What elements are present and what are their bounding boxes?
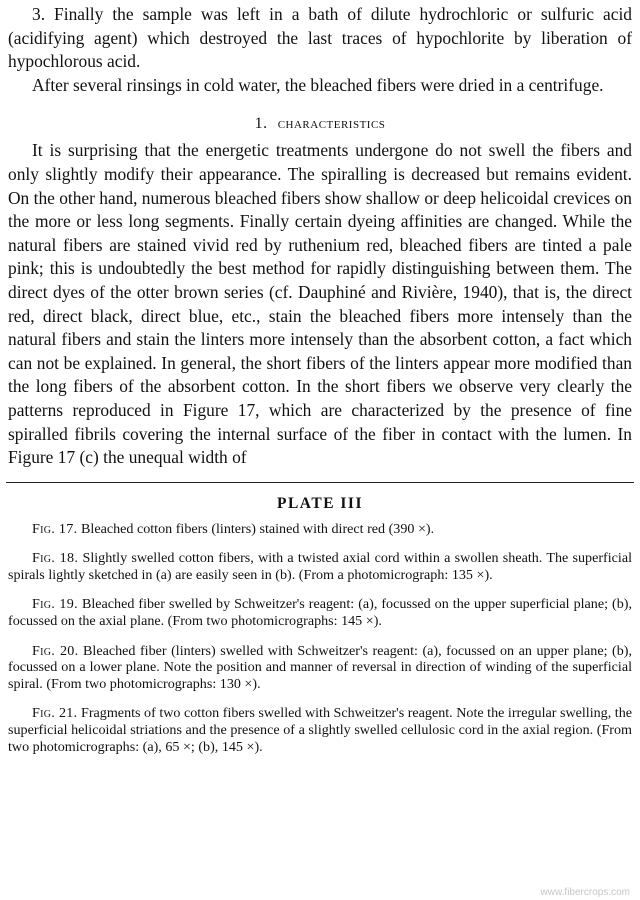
- figure-caption-text: Fragments of two cotton fibers swelled with Schweitzer's reagent. Note the irregular swelling, the superficial helicoidal striations and the presence of a slightly swelled cellulosic cord in the axial region. (From two photomicrographs: (a), 65 ×; (b), 145 ×).: [8, 705, 632, 755]
- horizontal-rule: [6, 482, 634, 483]
- section-heading: [0, 115, 640, 133]
- figure-caption-17: [0, 521, 640, 538]
- figure-label: Fig. 19.: [32, 596, 78, 613]
- figure-caption-19: [0, 596, 640, 629]
- figure-caption-text: Slightly swelled cotton fibers, with a twisted axial cord within a swollen sheath. The superficial spirals lightly sketched in (a) are easily seen in (b). (From a photomicrograph: 135 ×).: [8, 550, 632, 583]
- figure-caption-text: Bleached fiber (linters) swelled with Schweitzer's reagent: (a), focussed on an upper plane; (b), focussed on a lower plane. Note the position and manner of reversal in direction of winding of the superficial spiral. (From two photomicrographs: 130 ×).: [8, 642, 632, 692]
- figure-caption-18: [0, 550, 640, 583]
- watermark: www.fibercrops.com: [540, 887, 630, 898]
- figure-caption-text: Bleached fiber swelled by Schweitzer's reagent: (a), focussed on the upper superficial plane; (b), focussed on the axial plane. (From two photomicrographs: 145 ×).: [8, 596, 632, 630]
- figure-label: Fig. 20.: [32, 642, 79, 659]
- figure-label: Fig. 17.: [32, 520, 78, 537]
- figure-caption-20: [0, 643, 640, 693]
- figure-label: Fig. 21.: [32, 705, 78, 722]
- paragraph-after-rinsing: After several rinsings in cold water, the bleached fibers were dried in a centrifuge.: [32, 74, 604, 95]
- plate-title: PLATE III: [277, 494, 363, 512]
- section-number: 1.: [254, 115, 268, 133]
- paragraph-step-3: 3. Finally the sample was left in a bath of dilute hydrochloric or sulfuric acid (acidifying agent) which destroyed the last traces of hypochlorite by liberation of hypochlorous acid.: [8, 4, 632, 72]
- plate-captions: [0, 521, 640, 756]
- figure-caption-21: [0, 705, 640, 755]
- figure-label: Fig. 18.: [32, 550, 79, 567]
- section-title: characteristics: [277, 116, 386, 133]
- figure-caption-text: Bleached cotton fibers (linters) stained with direct red (390 ×).: [81, 520, 435, 537]
- paragraph-characteristics: It is surprising that the energetic treatments undergone do not swell the fibers and only slightly modify their appearance. The spiralling is decreased but remains evident. On the other hand, numerous bleached fibers show shallow or deep helicoidal crevices on the more or less long segments. Finally certain dyeing affinities are changed. While the natural fibers are stained vivid red by ruthenium red, bleached fibers are tinted a pale pink; this is undoubtedly the best method for rapidly distinguishing between them. The direct dyes of the otter brown series (cf. Dauphiné and Rivière, 1940), that is, the direct red, direct black, direct blue, etc., stain the bleached fibers more intensely than the natural fibers and stain the linters more intensely than the absorbent cotton, a fact which can not be explained. In general, the short fibers of the linters appear more modified than the long fibers of the absorbent cotton. In the short fibers we observe very clearly the patterns reproduced in Figure 17, which are characterized by the presence of fine spiralled fibrils covering the internal surface of the fiber in contact with the lumen. In Figure 17 (c) the unequal width of: [8, 140, 632, 468]
